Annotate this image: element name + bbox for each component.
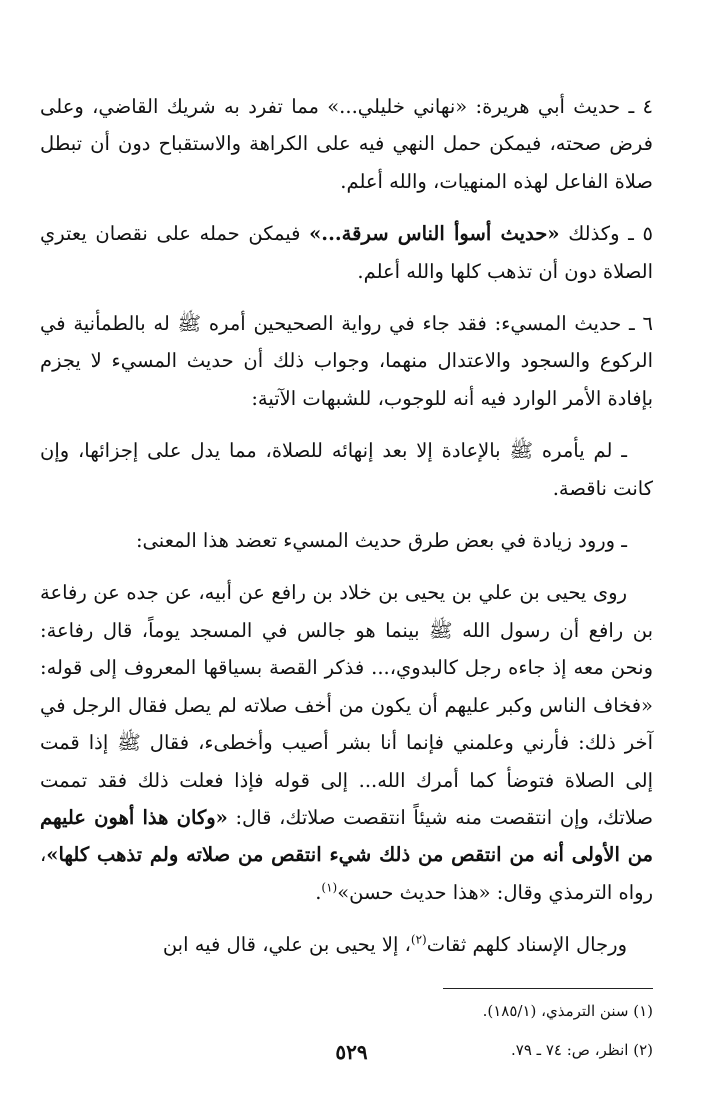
paragraph-5-bold: «حديث أسوأ الناس سرقة...» (309, 222, 560, 246)
paragraph-5-rest: فيمكن حمله على نقصان يعتري الصلاة دون أن تذهب كلها والله أعلم. (40, 222, 653, 283)
paragraph-5 (40, 215, 653, 290)
paragraph-6: ٦ ـ حديث المسيء: فقد جاء في رواية الصحيحين أمره ﷺ له بالطمأنية في الركوع والسجود والاعتدال منهما، وجواب ذلك أن حديث المسيء لا يجزم بإفادة الأمر الوارد فيه أنه للوجوب، للشبهات الآتية: (40, 312, 653, 410)
closing-paragraph (40, 926, 653, 963)
hadith-citation: ، رواه الترمذي وقال: «هذا حديث حسن» (40, 843, 653, 904)
footnote-2: (٢) انظر، ص: ٧٤ ـ ٧٩. (511, 1040, 653, 1059)
footnote-ref-2: (٢) (410, 932, 427, 947)
hadith-bold-quote: «وكان هذا أهون عليهم من الأولى أنه من انتقص من ذلك شيء انتقص من صلاته ولم تذهب كلها» (40, 805, 653, 867)
bullet-1: ـ لم يأمره ﷺ بالإعادة إلا بعد إنهائه للصلاة، مما يدل على إجزائها، وإن كانت ناقصة. (40, 439, 653, 500)
closing-text: ورجال الإسناد كلهم ثقات (426, 933, 627, 957)
page-body (40, 88, 653, 1077)
paragraph-5-intro: ٥ ـ وكذلك (559, 222, 653, 246)
bullet-2: ـ ورود زيادة في بعض طرق حديث المسيء تعضد هذا المعنى: (135, 529, 627, 553)
footnote-1: (١) سنن الترمذي، (١٨٥/١). (482, 1001, 653, 1020)
page-number: ٥٢٩ (335, 1040, 368, 1064)
hadith-end: . (315, 880, 322, 904)
paragraph-4: ٤ ـ حديث أبي هريرة: «نهاني خليلي...» مما تفرد به شريك القاضي، وعلى فرض صحته، فيمكن حمل النهي فيه على الكراهة والاستقباح دون أن تبطل صلاة الفاعل لهذه المنهيات، والله أعلم. (40, 95, 653, 193)
hadith-text: روى يحيى بن علي بن يحيى بن خلاد بن رافع عن أبيه، عن جده عن رفاعة بن رافع أن رسول الله ﷺ بينما هو جالس في المسجد يوماً، قال رفاعة: ونحن معه إذ جاءه رجل كالبدوي،... فذكر القصة بسياقها المعروف إلى قوله: «فخاف الناس وكبر عليهم أن يكون من أخف صلاته لم يصل فقال الرجل في آخر ذلك: فأرني وعلمني فإنما أنا بشر أصيب وأخطىء، فقال ﷺ إذا قمت إلى الصلاة فتوضأ كما أمرك الله... إلى قوله فإذا فعلت ذلك فقد تممت صلاتك، وإن انتقصت منه شيئاً انتقصت صلاتك، قال: (40, 581, 653, 829)
hadith-paragraph (40, 574, 653, 911)
footnote-divider (443, 988, 653, 989)
closing-rest: ، إلا يحيى بن علي، قال فيه ابن (162, 933, 411, 957)
footnote-ref-1: (١) (321, 880, 338, 895)
